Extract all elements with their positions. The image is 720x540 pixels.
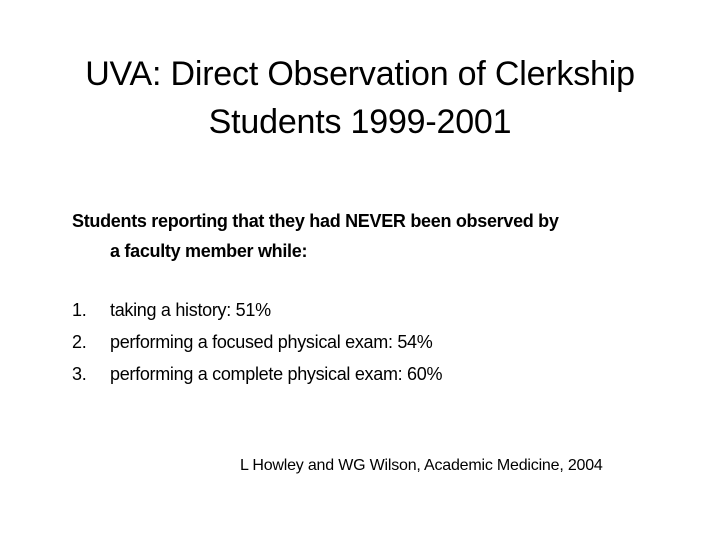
intro-text xyxy=(72,206,672,266)
list-item xyxy=(72,326,672,358)
list-item-number: 1. xyxy=(72,300,87,320)
list-item xyxy=(72,358,672,390)
findings-list xyxy=(72,294,672,390)
intro-line-2: a faculty member while: xyxy=(110,241,308,261)
list-item-text: performing a focused physical exam: 54% xyxy=(110,332,433,352)
citation: L Howley and WG Wilson, Academic Medicine, 2004 xyxy=(240,457,603,474)
list-item-text: taking a history: 51% xyxy=(110,300,271,320)
slide-title xyxy=(36,50,684,146)
list-item-text: performing a complete physical exam: 60% xyxy=(110,364,443,384)
title-line-2: Students 1999-2001 xyxy=(208,103,512,141)
list-item-number: 2. xyxy=(72,332,87,352)
list-item xyxy=(72,294,672,326)
list-item-number: 3. xyxy=(72,364,87,384)
intro-line-1: Students reporting that they had NEVER been observed by xyxy=(72,211,559,231)
title-line-1: UVA: Direct Observation of Clerkship xyxy=(85,55,635,93)
